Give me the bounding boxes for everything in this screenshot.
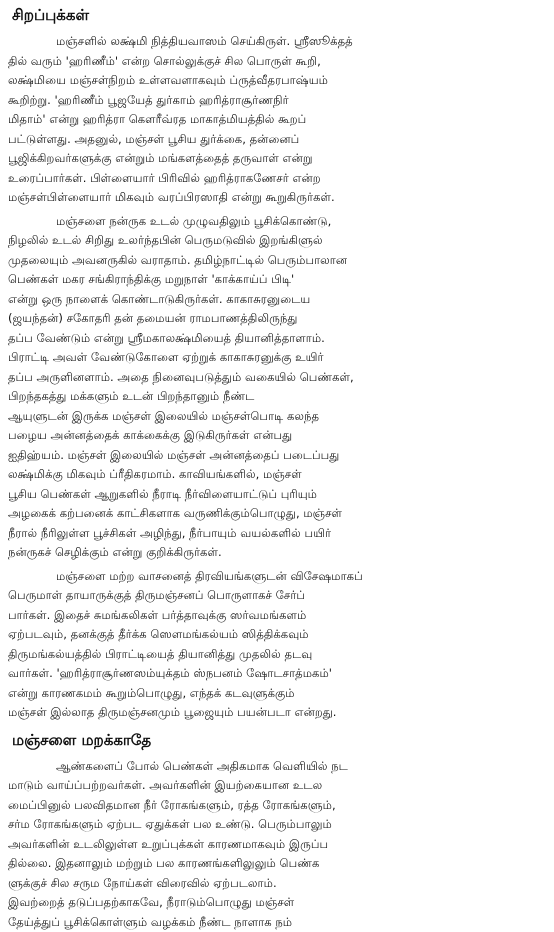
text-line: பழைய அன்னத்தைக் காக்கைக்கு இடுகிருர்கள் என்பது xyxy=(8,426,548,446)
text-line: வார்கள். 'ஹரித்ராசூர்ணஸம்யுக்தம் ஸ்நபனம் ஷோடசாத்மகம்' xyxy=(8,664,548,684)
text-line: பார்கள். இதைச் சுமங்கலிகள் பர்த்தாவுக்கு ஸர்வமங்களம் xyxy=(8,606,548,626)
text-line: நிழலில் உடல் சிறிது உலர்ந்தபின் பெருமடுவில் இறங்கிளுல் xyxy=(8,231,548,251)
text-line: பெருமாள் தாயாருக்குத் திருமஞ்சனப் பொருளாகச் சேர்ப் xyxy=(8,586,548,606)
text-line: மஞ்சளை நன்ருக உடல் முழுவதிலும் பூசிக்கொண்டு, xyxy=(8,212,548,232)
text-line: மைப்பினுல் பலவிதமான நீர் ரோகங்களும், ரத்த ரோகங்களும், xyxy=(8,796,548,816)
text-line: லக்ஷ்மியை மஞ்சள்நிறம் உள்ளவளாகவும் ப்ருத்வீதரபாஷ்யம் xyxy=(8,71,548,91)
section-heading-specialties: சிறப்புக்கள் xyxy=(12,4,548,26)
text-line: தேய்த்துப் பூசிக்கொள்ளும் வழக்கம் நீண்ட நாளாக நம் xyxy=(8,913,548,932)
text-line: அவர்களின் உடலிலுள்ள உறுப்புக்கள் காரணமாகவும் இருப்ப xyxy=(8,835,548,855)
text-line: உரைப்பார்கள். பிள்ளையார் பிரிவில் ஹரித்ராகணேசர் என்ற xyxy=(8,169,548,189)
text-line: பிறந்தகத்து மக்களும் உடன் பிறந்தானும் நீண்ட xyxy=(8,387,548,407)
paragraph-lakshmi-turmeric xyxy=(8,32,548,208)
text-line: நீரால் நீரிலுள்ள பூச்சிகள் அழிந்து, நீர்பாயும் வயல்களில் பயிர் xyxy=(8,524,548,544)
paragraph-kakkai-pidi xyxy=(8,212,548,563)
text-line: மிதாம்' என்று ஹரித்ரா கௌரீவ்ரத மாகாத்மியத்தில் கூறப் xyxy=(8,110,548,130)
text-line: மஞ்சளில் லக்ஷ்மி நித்தியவாஸம் செய்கிருள். ஸ்ரீஸூக்தத் xyxy=(8,32,548,52)
text-line: மாடும் வாய்ப்பற்றவர்கள். அவர்களின் இயற்கையான உடல xyxy=(8,776,548,796)
text-line: தப்ப அருளினளாம். அதை நினைவுபடுத்தும் வகையில் பெண்கள், xyxy=(8,368,548,388)
text-line: பூசிய பெண்கள் ஆறுகளில் நீராடி நீர்விளையாட்டுப் புரியும் xyxy=(8,485,548,505)
text-line: ஆண்களைப் போல் பெண்கள் அதிகமாக வெளியில் நட xyxy=(8,757,548,777)
section-heading-dont-forget-turmeric: மஞ்சளை மறக்காதே xyxy=(12,729,548,751)
text-line: தப்ப வேண்டும் என்று ஸ்ரீமகாலக்ஷ்மியைத் தியானித்தாளாம். xyxy=(8,329,548,349)
text-line: பிராட்டி அவள் வேண்டுகோளை ஏற்றுக் காகாசுரனுக்கு உயிர் xyxy=(8,348,548,368)
text-line: மஞ்சளை மற்ற வாசனைத் திரவியங்களுடன் விசேஷமாகப் xyxy=(8,567,548,587)
text-line: ளுக்குச் சில சரும நோய்கள் விரைவில் ஏற்படலாம். xyxy=(8,874,548,894)
text-line: முதலையும் அவனருகில் வராதாம். தமிழ்நாட்டில் பெரும்பாலான xyxy=(8,251,548,271)
text-line: என்று ஒரு நாளைக் கொண்டாடுகிருர்கள். காகாசுரனுடைய xyxy=(8,290,548,310)
text-line: லக்ஷ்மிக்கு மிகவும் ப்ரீதிகரமாம். காவியங்களில், மஞ்சள் xyxy=(8,465,548,485)
book-page xyxy=(8,4,548,856)
text-line: திருமங்கல்யத்தில் பிராட்டியைத் தியானித்து முதலில் தடவு xyxy=(8,645,548,665)
text-line: நன்ருகச் செழிக்கும் என்று குறிக்கிருர்கள். xyxy=(8,543,548,563)
text-line: மஞ்சள்பிள்ளையார் மிகவும் வரப்பிரஸாதி என்று கூறுகிருர்கள். xyxy=(8,188,548,208)
paragraph-women-health xyxy=(8,757,548,932)
text-line: மஞ்சள் இல்லாத திருமஞ்சனமும் பூஜையும் பயன்படா என்றது. xyxy=(8,703,548,723)
text-line: கூறிற்று. 'ஹரிணீம் பூஜயேத் துர்காம் ஹரித்ராசூர்ணநிர் xyxy=(8,91,548,111)
text-line: தில்லை. இதனாலும் மற்றும் பல காரணங்களிலுலும் பெண்க xyxy=(8,854,548,874)
text-line: சர்ம ரோகங்களும் ஏற்பட ஏதுக்கள் பல உண்டு. பெரும்பாலும் xyxy=(8,815,548,835)
text-line: என்று காரணகமம் கூறும்பொழுது, எந்தக் கடவுளுக்கும் xyxy=(8,684,548,704)
paragraph-thirumanjanam xyxy=(8,567,548,723)
text-line: ஏற்படவும், தனக்குத் தீர்க்க ஸௌமங்கல்யம் ஸித்திக்கவும் xyxy=(8,625,548,645)
text-line: ஐதிஹ்யம். மஞ்சள் இலையில் மஞ்சள் அன்னத்தைப் படைப்பது xyxy=(8,446,548,466)
text-line: தில் வரும் 'ஹரிணீம்' என்ற சொல்லுக்குச் சில பொருள் கூறி, xyxy=(8,52,548,72)
text-line: (ஜயந்தன்) சகோதரி தன் தமையன் ராமபாணத்திலிருந்து xyxy=(8,309,548,329)
text-line: பூஜிக்கிறவர்களுக்கு என்றும் மங்களத்தைத் தருவாள் என்று xyxy=(8,149,548,169)
text-line: அழகைக் கற்பனைக் காட்சிகளாக வருணிக்கும்பொழுது, மஞ்சள் xyxy=(8,504,548,524)
text-line: இவற்றைத் தடுப்பதற்காகவே, நீராடும்பொழுது மஞ்சள் xyxy=(8,893,548,913)
text-line: பெண்கள் மகர சங்கிராந்திக்கு மறுநாள் 'காக்காய்ப் பிடி' xyxy=(8,270,548,290)
text-line: பட்டுள்ளது. அதனுல், மஞ்சள் பூசிய துர்க்கை, தன்னைப் xyxy=(8,130,548,150)
text-line: ஆயுளுடன் இருக்க மஞ்சள் இலையில் மஞ்சள்பொடி கலந்த xyxy=(8,407,548,427)
